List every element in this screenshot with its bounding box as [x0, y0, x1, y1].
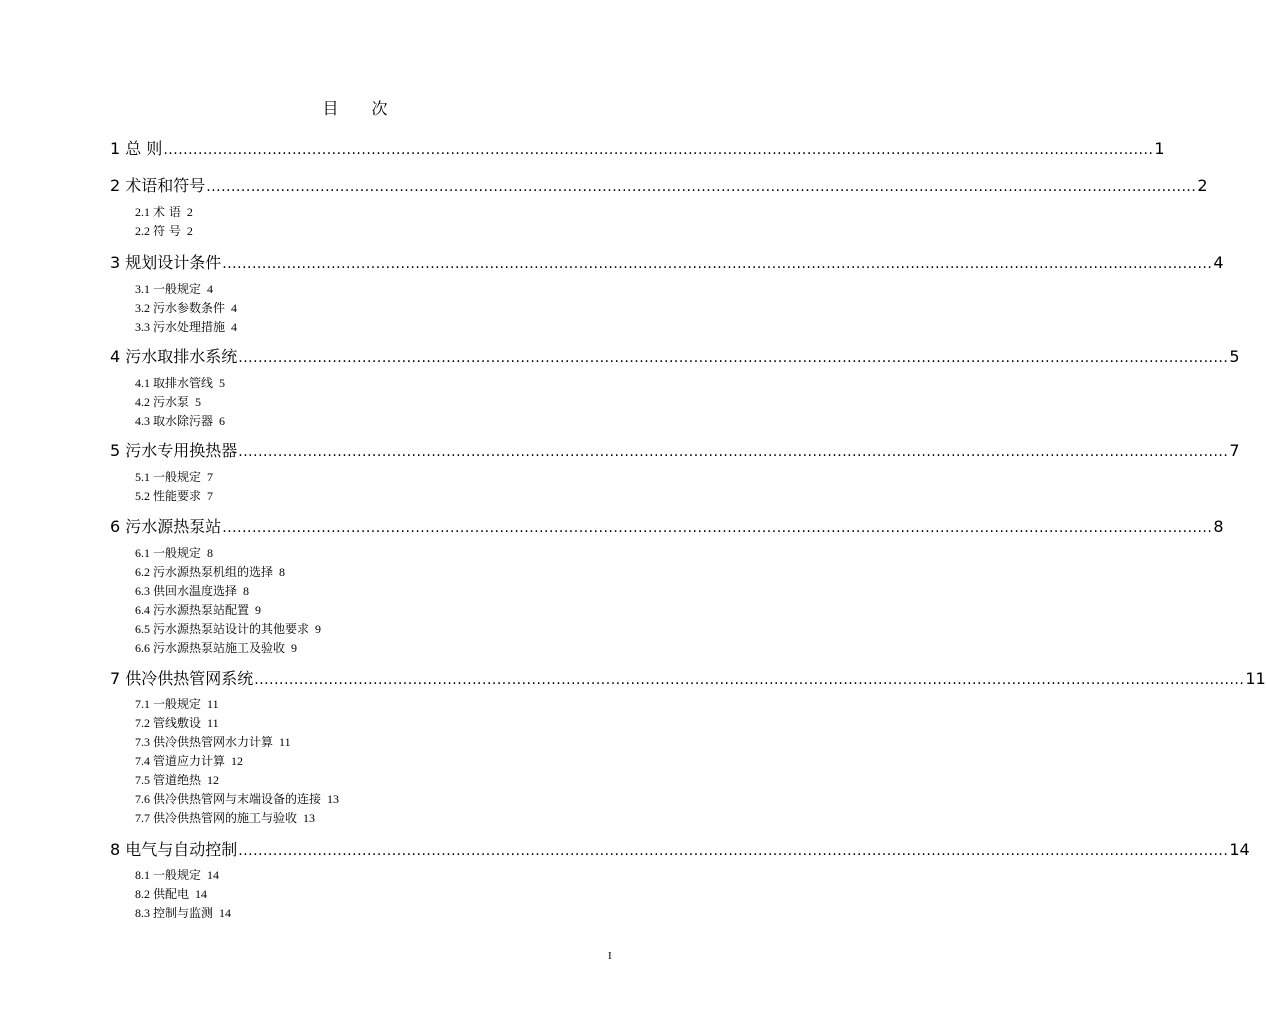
toc-chapter-entry[interactable]	[110, 344, 1240, 368]
section-title: 供冷供热管网水力计算	[153, 735, 274, 749]
toc-section-entry[interactable]	[135, 695, 219, 713]
chapter-title: 4 污水取排水系统	[110, 347, 238, 366]
chapter-page-number: 1	[1154, 139, 1165, 158]
toc-chapter-entry[interactable]	[110, 837, 1250, 861]
section-page-number: 12	[207, 773, 220, 787]
chapter-title: 2 术语和符号	[110, 176, 206, 195]
section-title: 污水参数条件	[153, 301, 226, 315]
toc-section-entry[interactable]	[135, 563, 285, 581]
section-title: 供回水温度选择	[153, 584, 238, 598]
section-page-number: 4	[231, 301, 238, 315]
section-number: 8.2	[135, 887, 150, 901]
section-title: 符 号	[153, 224, 181, 238]
toc-section-entry[interactable]	[135, 299, 237, 317]
dot-leader: ........................................................................................................................................................................................................	[222, 520, 1213, 536]
section-page-number: 14	[219, 906, 232, 920]
chapter-title: 1 总 则	[110, 139, 163, 158]
toc-chapter-entry[interactable]	[110, 250, 1224, 274]
section-number: 3.2	[135, 301, 150, 315]
section-title: 供冷供热管网与末端设备的连接	[153, 792, 322, 806]
toc-section-entry[interactable]	[135, 544, 213, 562]
chapter-title: 6 污水源热泵站	[110, 517, 222, 536]
chapter-title: 3 规划设计条件	[110, 253, 222, 272]
section-number: 6.4	[135, 603, 150, 617]
dot-leader: ........................................................................................................................................................................................................	[222, 256, 1213, 272]
dot-leader: ........................................................................................................................................................................................................	[238, 843, 1229, 859]
section-title: 一般规定	[153, 697, 202, 711]
chapter-page-number: 4	[1213, 253, 1224, 272]
section-number: 7.6	[135, 792, 150, 806]
section-title: 术 语	[153, 205, 181, 219]
section-page-number: 5	[219, 376, 226, 390]
toc-chapter-entry[interactable]	[110, 136, 1165, 160]
toc-section-entry[interactable]	[135, 412, 225, 430]
section-page-number: 14	[195, 887, 208, 901]
chapter-page-number: 14	[1229, 840, 1250, 859]
section-page-number: 7	[207, 470, 214, 484]
section-title: 管线敷设	[153, 716, 202, 730]
dot-leader: ........................................................................................................................................................................................................	[206, 179, 1197, 195]
toc-chapter-entry[interactable]	[110, 666, 1266, 690]
section-number: 7.7	[135, 811, 150, 825]
section-number: 6.5	[135, 622, 150, 636]
section-number: 7.5	[135, 773, 150, 787]
section-number: 3.1	[135, 282, 150, 296]
section-page-number: 4	[231, 320, 238, 334]
toc-section-entry[interactable]	[135, 733, 291, 751]
section-number: 7.4	[135, 754, 150, 768]
chapter-page-number: 5	[1229, 347, 1240, 366]
section-page-number: 11	[207, 697, 219, 711]
section-page-number: 5	[195, 395, 202, 409]
section-title: 污水源热泵站配置	[153, 603, 250, 617]
section-page-number: 4	[207, 282, 214, 296]
section-number: 2.2	[135, 224, 150, 238]
section-page-number: 9	[255, 603, 262, 617]
toc-section-entry[interactable]	[135, 487, 213, 505]
section-page-number: 8	[243, 584, 250, 598]
section-title: 一般规定	[153, 546, 202, 560]
toc-section-entry[interactable]	[135, 771, 219, 789]
section-title: 控制与监测	[153, 906, 214, 920]
section-number: 4.2	[135, 395, 150, 409]
dot-leader: ........................................................................................................................................................................................................	[238, 444, 1229, 460]
toc-section-entry[interactable]	[135, 809, 315, 827]
chapter-page-number: 2	[1197, 176, 1208, 195]
section-page-number: 9	[291, 641, 298, 655]
section-page-number: 14	[207, 868, 220, 882]
toc-section-entry[interactable]	[135, 620, 321, 638]
dot-leader: ........................................................................................................................................................................................................	[163, 142, 1154, 158]
section-title: 取排水管线	[153, 376, 214, 390]
section-page-number: 2	[186, 224, 193, 238]
section-title: 污水源热泵机组的选择	[153, 565, 274, 579]
toc-chapter-entry[interactable]	[110, 173, 1208, 197]
section-title: 污水源热泵站施工及验收	[153, 641, 286, 655]
section-page-number: 6	[219, 414, 226, 428]
toc-section-entry[interactable]	[135, 752, 243, 770]
section-page-number: 11	[207, 716, 219, 730]
dot-leader: ........................................................................................................................................................................................................	[238, 350, 1229, 366]
section-page-number: 9	[315, 622, 322, 636]
section-number: 6.2	[135, 565, 150, 579]
toc-section-entry[interactable]	[135, 582, 249, 600]
section-number: 5.2	[135, 489, 150, 503]
section-page-number: 7	[207, 489, 214, 503]
section-number: 7.1	[135, 697, 150, 711]
toc-section-entry[interactable]	[135, 790, 339, 808]
section-title: 一般规定	[153, 470, 202, 484]
section-number: 7.2	[135, 716, 150, 730]
section-page-number: 11	[279, 735, 291, 749]
section-page-number: 13	[327, 792, 340, 806]
section-number: 8.3	[135, 906, 150, 920]
section-number: 7.3	[135, 735, 150, 749]
section-number: 3.3	[135, 320, 150, 334]
section-number: 6.1	[135, 546, 150, 560]
section-page-number: 2	[186, 205, 193, 219]
section-number: 2.1	[135, 205, 150, 219]
section-number: 6.3	[135, 584, 150, 598]
section-page-number: 12	[231, 754, 244, 768]
section-page-number: 8	[279, 565, 286, 579]
chapter-title: 7 供冷供热管网系统	[110, 669, 254, 688]
section-title: 污水泵	[153, 395, 190, 409]
section-page-number: 8	[207, 546, 214, 560]
section-title: 一般规定	[153, 282, 202, 296]
section-title: 供冷供热管网的施工与验收	[153, 811, 298, 825]
toc-section-entry[interactable]	[135, 639, 297, 657]
chapter-title: 8 电气与自动控制	[110, 840, 238, 859]
chapter-title: 5 污水专用换热器	[110, 441, 238, 460]
toc-section-entry[interactable]	[135, 885, 207, 903]
toc-section-entry[interactable]	[135, 714, 219, 732]
toc-chapter-entry[interactable]	[110, 438, 1240, 462]
toc-section-entry[interactable]	[135, 866, 219, 884]
toc-section-entry[interactable]	[135, 280, 213, 298]
page-number: I	[608, 950, 612, 962]
toc-section-entry[interactable]	[135, 393, 201, 411]
section-title: 管道应力计算	[153, 754, 226, 768]
section-title: 性能要求	[153, 489, 202, 503]
chapter-page-number: 7	[1229, 441, 1240, 460]
dot-leader: ........................................................................................................................................................................................................	[254, 672, 1245, 688]
toc-section-entry[interactable]	[135, 318, 237, 336]
toc-title: 目 次	[322, 99, 402, 118]
section-number: 6.6	[135, 641, 150, 655]
chapter-page-number: 11	[1245, 669, 1266, 688]
toc-chapter-entry[interactable]	[110, 514, 1224, 538]
section-page-number: 13	[303, 811, 316, 825]
section-title: 污水处理措施	[153, 320, 226, 334]
toc-section-entry[interactable]	[135, 374, 225, 392]
toc-section-entry[interactable]	[135, 468, 213, 486]
section-title: 供配电	[153, 887, 190, 901]
toc-section-entry[interactable]	[135, 203, 193, 221]
toc-section-entry[interactable]	[135, 222, 193, 240]
section-title: 污水源热泵站设计的其他要求	[153, 622, 310, 636]
section-title: 一般规定	[153, 868, 202, 882]
chapter-page-number: 8	[1213, 517, 1224, 536]
toc-section-entry[interactable]	[135, 904, 231, 922]
section-number: 4.1	[135, 376, 150, 390]
section-number: 8.1	[135, 868, 150, 882]
section-number: 5.1	[135, 470, 150, 484]
toc-section-entry[interactable]	[135, 601, 261, 619]
section-number: 4.3	[135, 414, 150, 428]
section-title: 管道绝热	[153, 773, 202, 787]
section-title: 取水除污器	[153, 414, 214, 428]
